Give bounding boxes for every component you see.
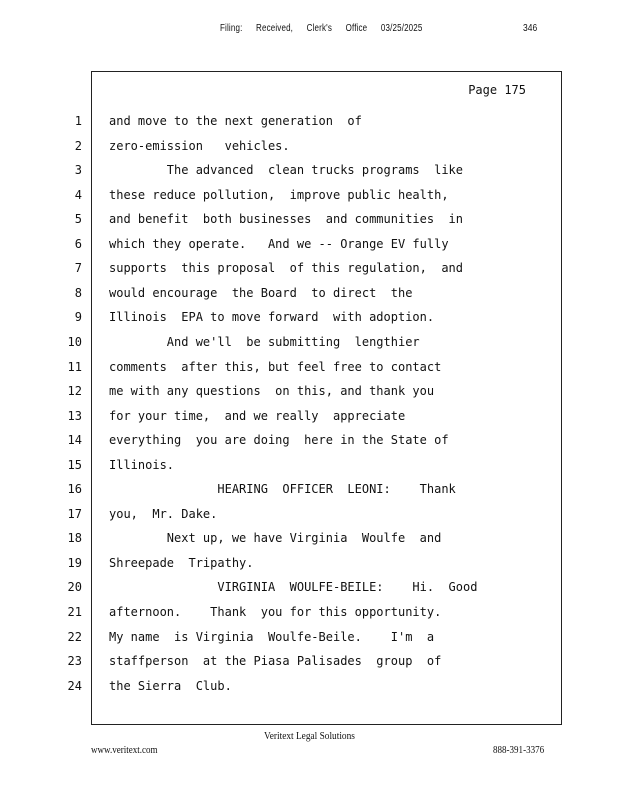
line-text: My name is Virginia Woulfe-Beile. I'm a (109, 630, 435, 644)
line-number: 14 (67, 433, 82, 447)
line-text: which they operate. And we -- Orange EV fully (109, 237, 449, 251)
clerks-label: Clerk's (306, 23, 332, 34)
line-text: afternoon. Thank you for this opportunity. (109, 605, 442, 619)
line-text: VIRGINIA WOULFE-BEILE: Hi. Good (109, 580, 478, 594)
footer-company (0, 730, 618, 742)
line-number: 6 (74, 237, 82, 251)
line-text: staffperson at the Piasa Palisades group of (109, 654, 442, 668)
line-number: 9 (74, 310, 82, 324)
line-number: 22 (67, 630, 82, 644)
transcript-page-label: Page 175 (468, 83, 526, 97)
line-number: 12 (67, 384, 82, 398)
filing-label: Filing: (220, 23, 243, 34)
line-number: 11 (67, 360, 82, 374)
line-text: Shreepade Tripathy. (109, 556, 254, 570)
line-text: Illinois EPA to move forward with adoption. (109, 310, 435, 324)
footer-website: www.veritext.com (91, 744, 158, 756)
line-text: and move to the next generation of (109, 114, 362, 128)
line-text: me with any questions on this, and thank you (109, 384, 435, 398)
line-number: 17 (67, 507, 82, 521)
line-number: 23 (67, 654, 82, 668)
line-number: 1 (74, 114, 82, 128)
line-text: comments after this, but feel free to contact (109, 360, 442, 374)
line-number: 19 (67, 556, 82, 570)
filing-date: 03/25/2025 (380, 23, 423, 34)
line-number: 3 (74, 163, 82, 177)
line-number: 21 (67, 605, 82, 619)
line-number: 10 (67, 335, 82, 349)
line-text: these reduce pollution, improve public health, (109, 188, 449, 202)
line-number: 15 (67, 458, 82, 472)
line-number: 16 (67, 482, 82, 496)
line-number: 7 (74, 261, 82, 275)
line-text: everything you are doing here in the State of (109, 433, 449, 447)
line-text: you, Mr. Dake. (109, 507, 218, 521)
line-number: 20 (67, 580, 82, 594)
line-text: Next up, we have Virginia Woulfe and (109, 531, 442, 545)
line-number: 24 (67, 679, 82, 693)
line-text: zero-emission vehicles. (109, 139, 290, 153)
line-number: 4 (74, 188, 82, 202)
line-number: 2 (74, 139, 82, 153)
received-label: Received, (256, 23, 294, 34)
line-number: 18 (67, 531, 82, 545)
line-number: 8 (74, 286, 82, 300)
line-text: The advanced clean trucks programs like (109, 163, 464, 177)
line-number: 5 (74, 212, 82, 226)
document-page-number: 346 (523, 23, 538, 34)
line-text: the Sierra Club. (109, 679, 232, 693)
line-number: 13 (67, 409, 82, 423)
office-label: Office (345, 23, 368, 34)
line-text: would encourage the Board to direct the (109, 286, 413, 300)
filing-stamp (220, 23, 434, 34)
line-text: Illinois. (109, 458, 175, 472)
line-text: for your time, and we really appreciate (109, 409, 406, 423)
footer-phone: 888-391-3376 (493, 744, 545, 756)
line-text: supports this proposal of this regulation, and (109, 261, 464, 275)
line-text: And we'll be submitting lengthier (109, 335, 420, 349)
line-text: HEARING OFFICER LEONI: Thank (109, 482, 456, 496)
company-name: Veritext Legal Solutions (263, 730, 355, 742)
line-text: and benefit both businesses and communities in (109, 212, 464, 226)
